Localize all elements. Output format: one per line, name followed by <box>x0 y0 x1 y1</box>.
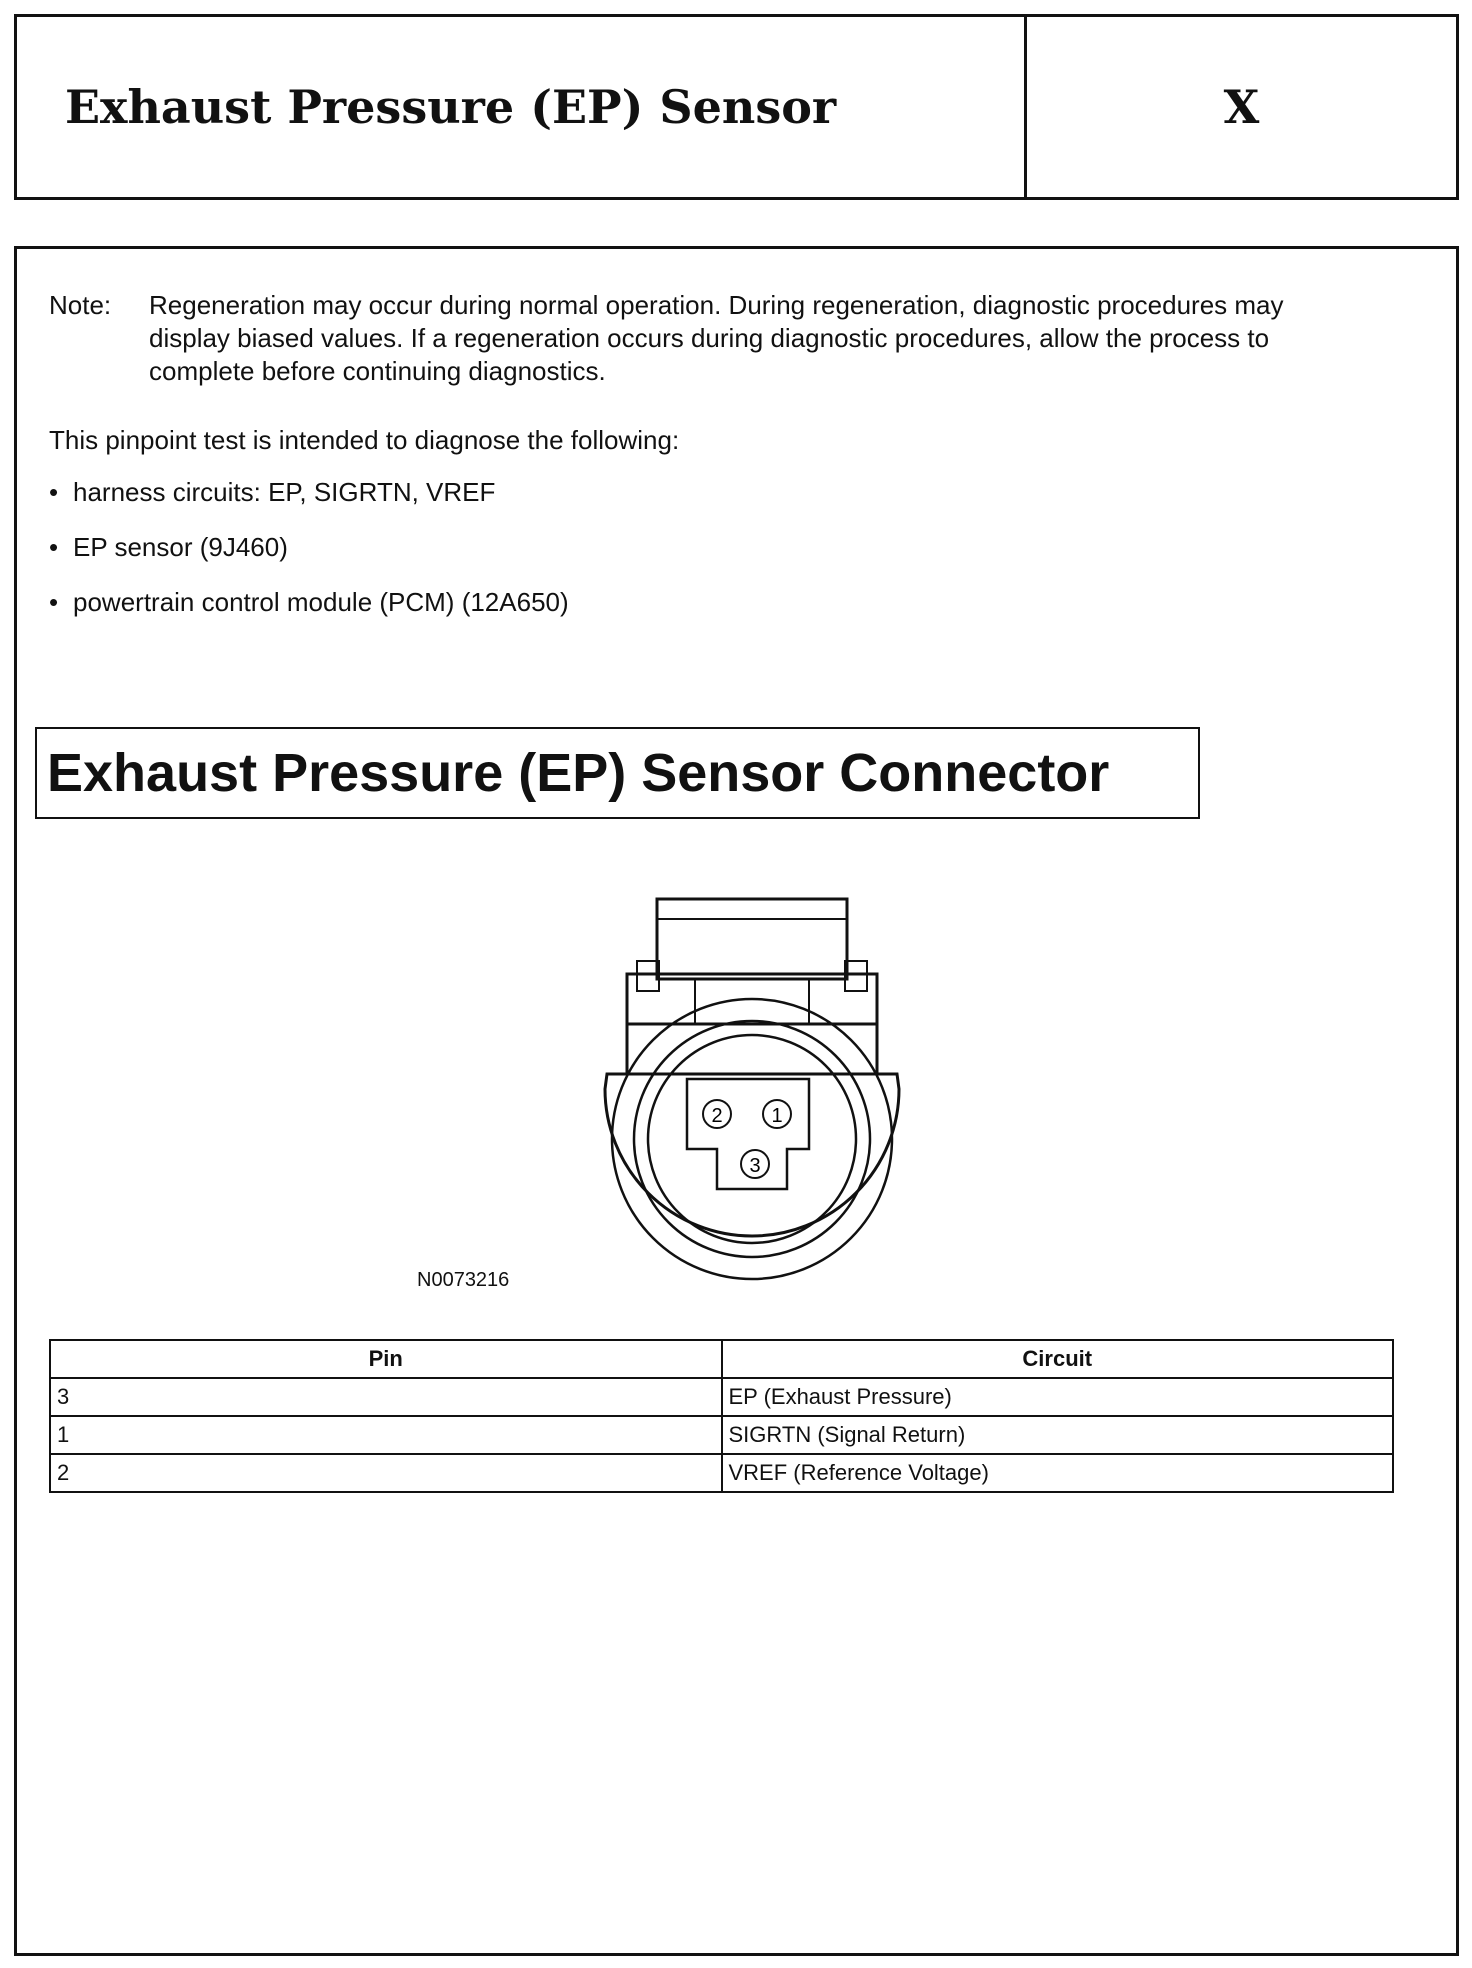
pin-cavity <box>687 1079 809 1189</box>
bullet-list <box>49 477 569 642</box>
section-code: X <box>1223 80 1260 134</box>
list-item <box>49 477 569 532</box>
list-item <box>49 532 569 587</box>
intro-text: This pinpoint test is intended to diagnose the following: <box>49 425 680 455</box>
table-row <box>50 1454 1393 1492</box>
pin-cell: 3 <box>50 1378 722 1416</box>
pin-2-label: 2 <box>711 1105 723 1127</box>
note <box>49 289 1349 388</box>
circuit-cell: EP (Exhaust Pressure) <box>722 1378 1394 1416</box>
table-header-row <box>50 1340 1393 1378</box>
list-item-text: EP sensor (9J460) <box>73 532 288 562</box>
bullet-icon: • <box>49 477 59 507</box>
circuit-cell: SIGRTN (Signal Return) <box>722 1416 1394 1454</box>
pin-cell: 1 <box>50 1416 722 1454</box>
note-text: Regeneration may occur during normal operation. During regeneration, diagnostic procedures may display biased values. If a regeneration occurs during diagnostic procedures, allow the process to complete before continuing diagnostics. <box>149 290 1284 386</box>
note-label: Note: <box>49 290 112 320</box>
figure-id: N0073216 <box>417 1269 510 1291</box>
pin-table <box>49 1339 1394 1493</box>
section-heading: Exhaust Pressure (EP) Sensor Connector <box>35 727 1200 819</box>
connector-latch <box>657 899 847 979</box>
table-row <box>50 1416 1393 1454</box>
list-item <box>49 587 569 642</box>
pin-cell: 2 <box>50 1454 722 1492</box>
circuit-cell: VREF (Reference Voltage) <box>722 1454 1394 1492</box>
list-item-text: harness circuits: EP, SIGRTN, VREF <box>73 477 496 507</box>
table-row <box>50 1378 1393 1416</box>
pin-1-label: 1 <box>771 1105 783 1127</box>
column-header-pin: Pin <box>50 1340 722 1378</box>
bullet-icon: • <box>49 532 59 562</box>
bullet-icon: • <box>49 587 59 617</box>
content-box <box>14 246 1459 1956</box>
page-title: Exhaust Pressure (EP) Sensor <box>17 17 1027 197</box>
pin-3-label: 3 <box>749 1155 761 1177</box>
column-header-circuit: Circuit <box>722 1340 1394 1378</box>
header-box <box>14 14 1459 200</box>
list-item-text: powertrain control module (PCM) (12A650) <box>73 587 569 617</box>
